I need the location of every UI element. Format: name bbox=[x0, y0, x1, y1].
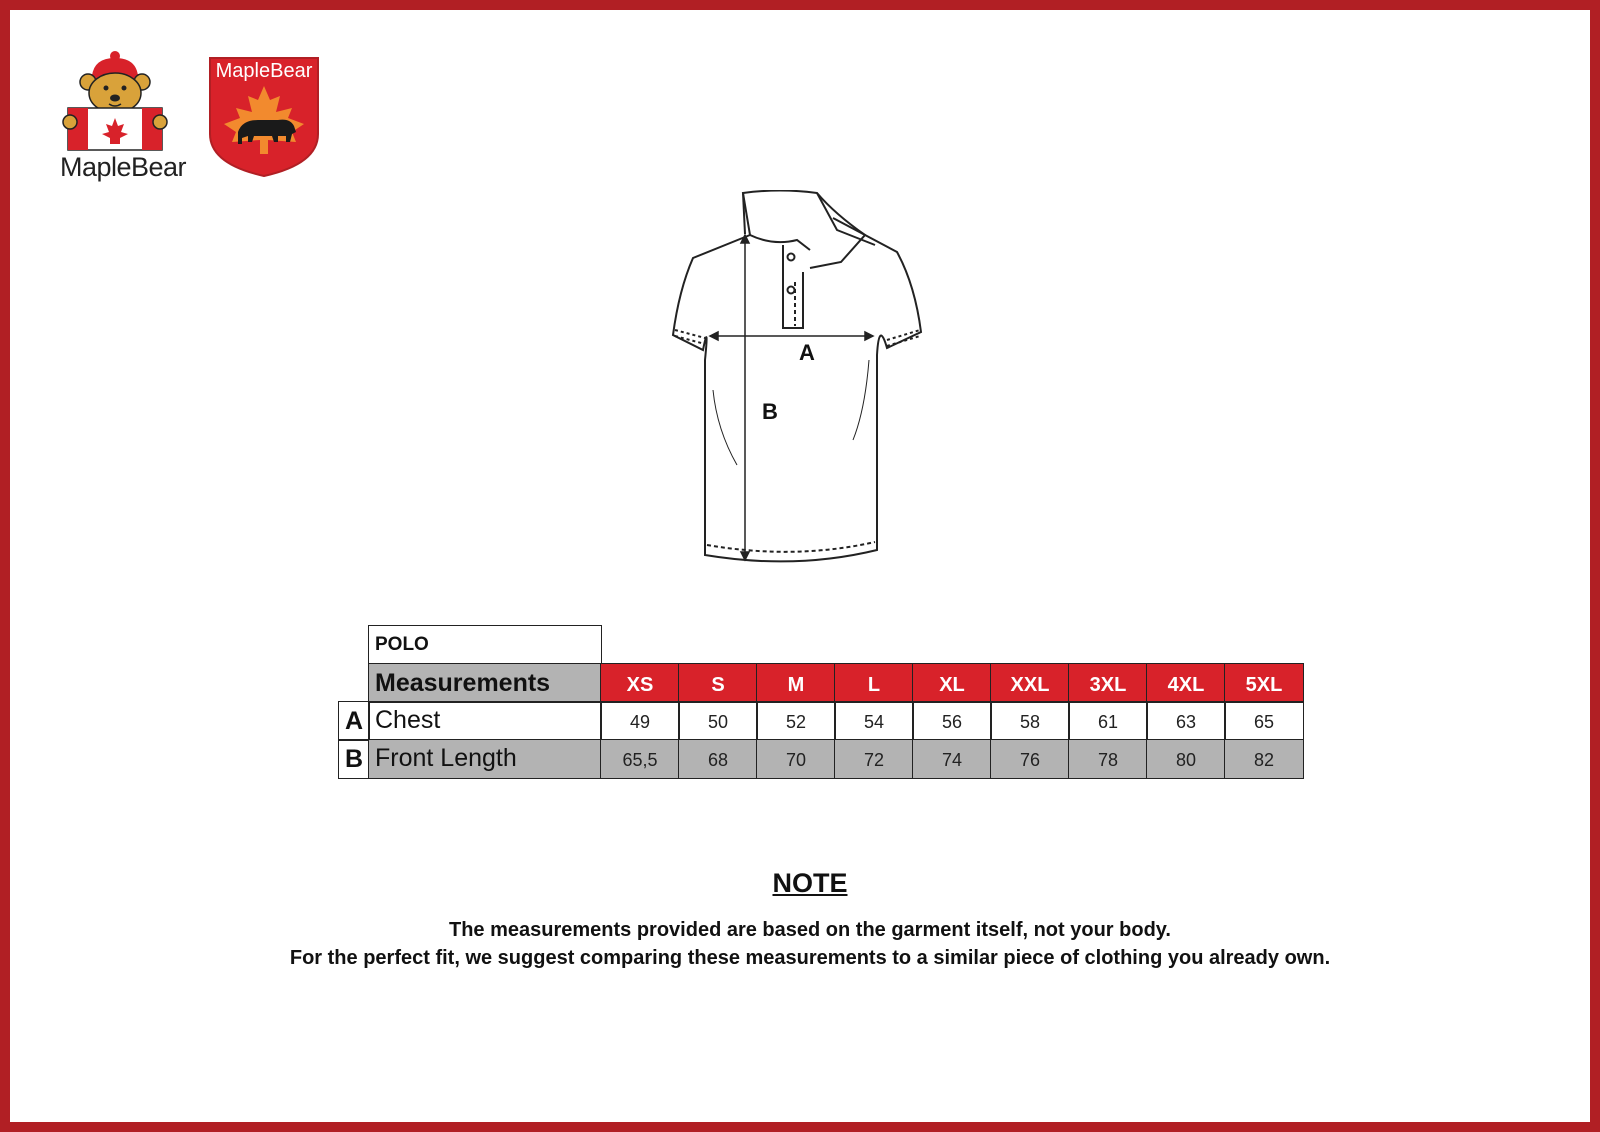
size-header: L bbox=[834, 663, 914, 703]
size-header: 3XL bbox=[1068, 663, 1148, 703]
polo-shirt-icon bbox=[665, 190, 955, 585]
table-cell: 78 bbox=[1068, 739, 1148, 779]
table-cell: 70 bbox=[756, 739, 836, 779]
brand-name: MapleBear bbox=[59, 152, 187, 182]
size-header: S bbox=[678, 663, 758, 703]
table-cell: 82 bbox=[1224, 739, 1304, 779]
measurements-header: Measurements bbox=[368, 663, 602, 703]
table-cell: 65,5 bbox=[600, 739, 680, 779]
measure-label-b: B bbox=[762, 399, 778, 424]
table-cell: 74 bbox=[912, 739, 992, 779]
measure-label-a: A bbox=[799, 340, 815, 365]
shield-brand-name: MapleBear bbox=[215, 60, 313, 82]
table-cell: 72 bbox=[834, 739, 914, 779]
size-header: 4XL bbox=[1146, 663, 1226, 703]
size-header: XL bbox=[912, 663, 992, 703]
table-cell: 49 bbox=[600, 701, 680, 741]
table-cell: 50 bbox=[678, 701, 758, 741]
table-cell: 80 bbox=[1146, 739, 1226, 779]
maplebear-logo bbox=[48, 48, 198, 188]
bear-mascot-icon bbox=[48, 48, 198, 153]
row-letter: B bbox=[338, 739, 370, 779]
table-cell: 52 bbox=[756, 701, 836, 741]
row-label: Front Length bbox=[368, 739, 602, 779]
maplebear-shield-logo bbox=[208, 56, 320, 178]
row-label: Chest bbox=[368, 701, 602, 741]
row-letter: A bbox=[338, 701, 370, 741]
note-line-2: For the perfect fit, we suggest comparing these measurements to a similar piece of clothing you already own. bbox=[289, 947, 1331, 969]
table-cell: 58 bbox=[990, 701, 1070, 741]
table-cell: 56 bbox=[912, 701, 992, 741]
table-cell: 54 bbox=[834, 701, 914, 741]
table-cell: 65 bbox=[1224, 701, 1304, 741]
note-title: NOTE bbox=[772, 868, 848, 898]
table-cell: 61 bbox=[1068, 701, 1148, 741]
product-name: POLO bbox=[368, 625, 602, 665]
size-header: 5XL bbox=[1224, 663, 1304, 703]
table-cell: 63 bbox=[1146, 701, 1226, 741]
size-header: XXL bbox=[990, 663, 1070, 703]
table-cell: 76 bbox=[990, 739, 1070, 779]
size-header: XS bbox=[600, 663, 680, 703]
table-cell: 68 bbox=[678, 739, 758, 779]
note-line-1: The measurements provided are based on the garment itself, not your body. bbox=[448, 919, 1171, 941]
size-header: M bbox=[756, 663, 836, 703]
